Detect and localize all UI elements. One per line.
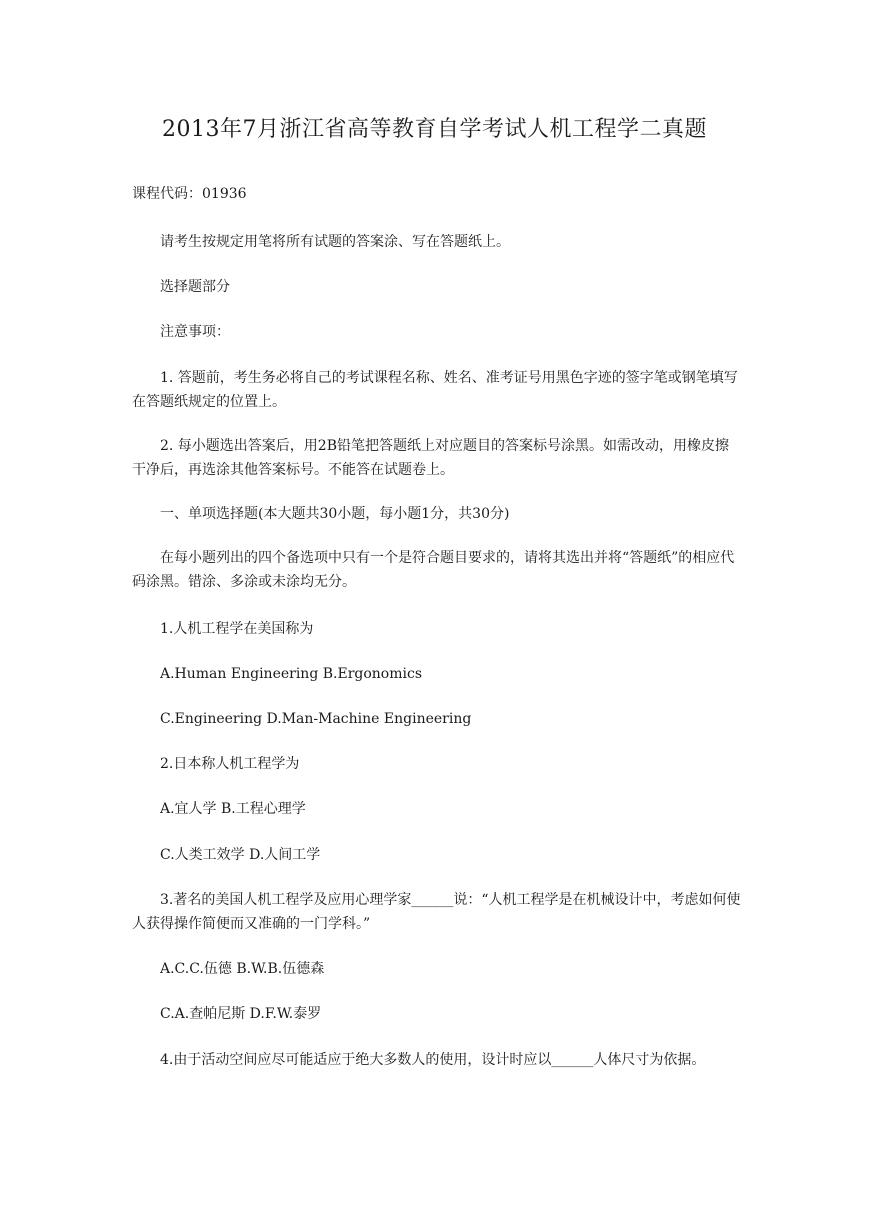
question-3: 3.著名的美国人机工程学及应用心理学家______说：“人机工程学是在机械设计中，考虑如何使人获得操作简便而又准确的一门学科。”: [132, 892, 741, 932]
question-4: 4.由于活动空间应尽可能适应于绝大多数人的使用，设计时应以______人体尺寸为依据。: [160, 1052, 706, 1068]
question-1-options-cd: C.Engineering D.Man-Machine Engineering: [160, 711, 472, 727]
document-title: 2013年7月浙江省高等教育自学考试人机工程学二真题: [162, 117, 707, 142]
note-1: 1. 答题前，考生务必将自己的考试课程名称、姓名、准考证号用黑色字迹的签字笔或钢笔填写在答题纸规定的位置上。: [132, 370, 738, 410]
question-2-options-cd: C.人类工效学 D.人间工学: [160, 847, 321, 863]
instruction-text: 请考生按规定用笔将所有试题的答案涂、写在答题纸上。: [160, 234, 510, 250]
question-2: 2.日本称人机工程学为: [160, 756, 300, 772]
part-1-heading: 一、单项选择题(本大题共30小题，每小题1分，共30分): [160, 506, 510, 522]
question-1-options-ab: A.Human Engineering B.Ergonomics: [160, 666, 423, 682]
section-label: 选择题部分: [160, 279, 230, 295]
course-code: 课程代码：01936: [132, 186, 247, 202]
question-3-options-ab: A.C.C.伍德 B.W.B.伍德森: [160, 961, 325, 977]
question-2-options-ab: A.宜人学 B.工程心理学: [160, 801, 306, 817]
note-2: 2. 每小题选出答案后，用2B铅笔把答题纸上对应题目的答案标号涂黑。如需改动，用橡皮擦干净后，再选涂其他答案标号。不能答在试题卷上。: [132, 438, 730, 478]
question-1: 1.人机工程学在美国称为: [160, 621, 314, 637]
part-1-description: 在每小题列出的四个备选项中只有一个是符合题目要求的，请将其选出并将“答题纸”的相应代码涂黑。错涂、多涂或未涂均无分。: [132, 550, 735, 590]
question-3-options-cd: C.A.查帕尼斯 D.F.W.泰罗: [160, 1006, 322, 1022]
notes-label: 注意事项：: [160, 324, 230, 340]
